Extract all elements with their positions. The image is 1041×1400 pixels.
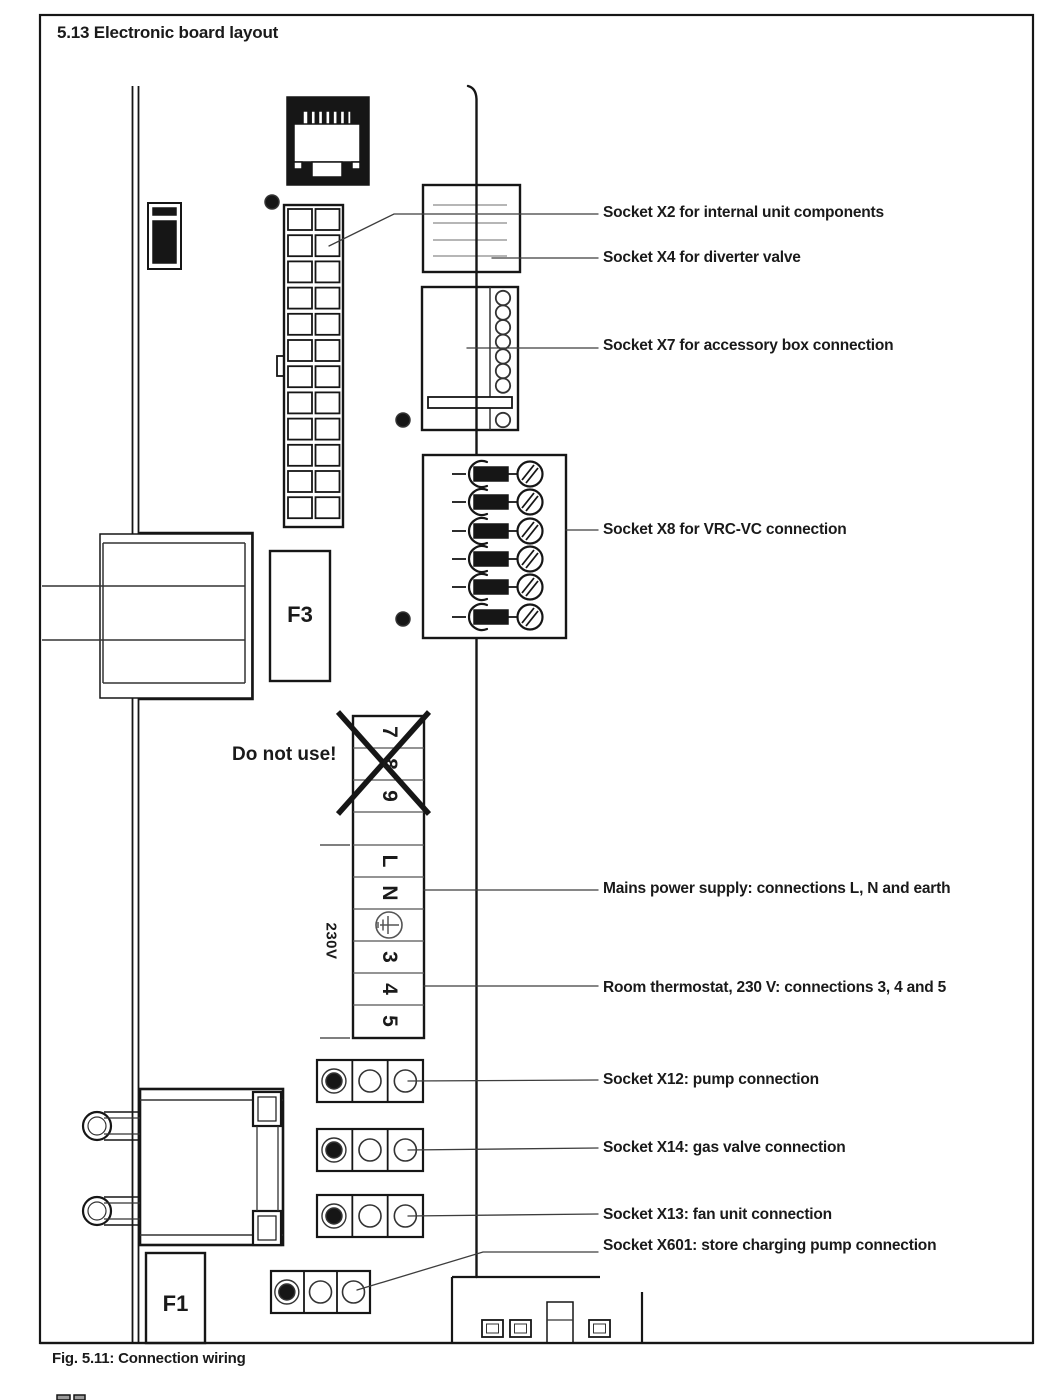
terminal-N: N bbox=[378, 885, 401, 901]
terminal-5: 5 bbox=[378, 1015, 401, 1027]
retainer-hook-icon bbox=[83, 1112, 140, 1140]
label-room-thermostat: Room thermostat, 230 V: connections 3, 4 and 5 bbox=[603, 979, 947, 996]
terminal-9: 9 bbox=[378, 790, 401, 802]
label-socket-x7: Socket X7 for accessory box connection bbox=[603, 337, 894, 354]
label-socket-x2: Socket X2 for internal unit components bbox=[603, 204, 884, 221]
x13-socket bbox=[317, 1195, 423, 1237]
x4-socket-box bbox=[423, 185, 520, 272]
x601-socket bbox=[271, 1271, 370, 1313]
figure-caption: Fig. 5.11: Connection wiring bbox=[52, 1350, 246, 1367]
label-mains-power: Mains power supply: connections L, N and earth bbox=[603, 880, 951, 897]
do-not-use-warning: Do not use! bbox=[232, 744, 337, 765]
rj45-jack-icon bbox=[287, 97, 369, 185]
terminal-4: 4 bbox=[378, 983, 401, 995]
terminal-8: 8 bbox=[378, 758, 401, 770]
label-socket-x601: Socket X601: store charging pump connection bbox=[603, 1237, 937, 1254]
board-left-edge bbox=[133, 86, 139, 1343]
section-title: 5.13 Electronic board layout bbox=[57, 23, 279, 42]
terminal-L: L bbox=[378, 854, 401, 868]
label-socket-x4: Socket X4 for diverter valve bbox=[603, 249, 801, 266]
terminal-3: 3 bbox=[378, 951, 401, 963]
label-socket-x12: Socket X12: pump connection bbox=[603, 1071, 819, 1088]
left-connector bbox=[42, 533, 253, 699]
x7-socket-box bbox=[422, 287, 518, 430]
label-socket-x13: Socket X13: fan unit connection bbox=[603, 1206, 832, 1223]
voltage-230v-label: 230V bbox=[322, 922, 340, 960]
x12-socket bbox=[317, 1060, 423, 1102]
fuse-f1-label: F1 bbox=[162, 1291, 189, 1316]
small-component bbox=[148, 203, 181, 269]
bottom-component bbox=[452, 1277, 642, 1343]
terminal-7: 7 bbox=[378, 726, 401, 738]
page-number-cropped bbox=[57, 1395, 85, 1400]
earth-ground-icon bbox=[376, 912, 402, 938]
label-socket-x8: Socket X8 for VRC-VC connection bbox=[603, 521, 847, 538]
retainer-hook-icon bbox=[83, 1197, 140, 1225]
x14-socket bbox=[317, 1129, 423, 1171]
fuse-f3-label: F3 bbox=[287, 602, 313, 627]
label-socket-x14: Socket X14: gas valve connection bbox=[603, 1139, 846, 1156]
x2-connector-grid bbox=[277, 205, 343, 527]
transformer-block bbox=[140, 1089, 283, 1245]
